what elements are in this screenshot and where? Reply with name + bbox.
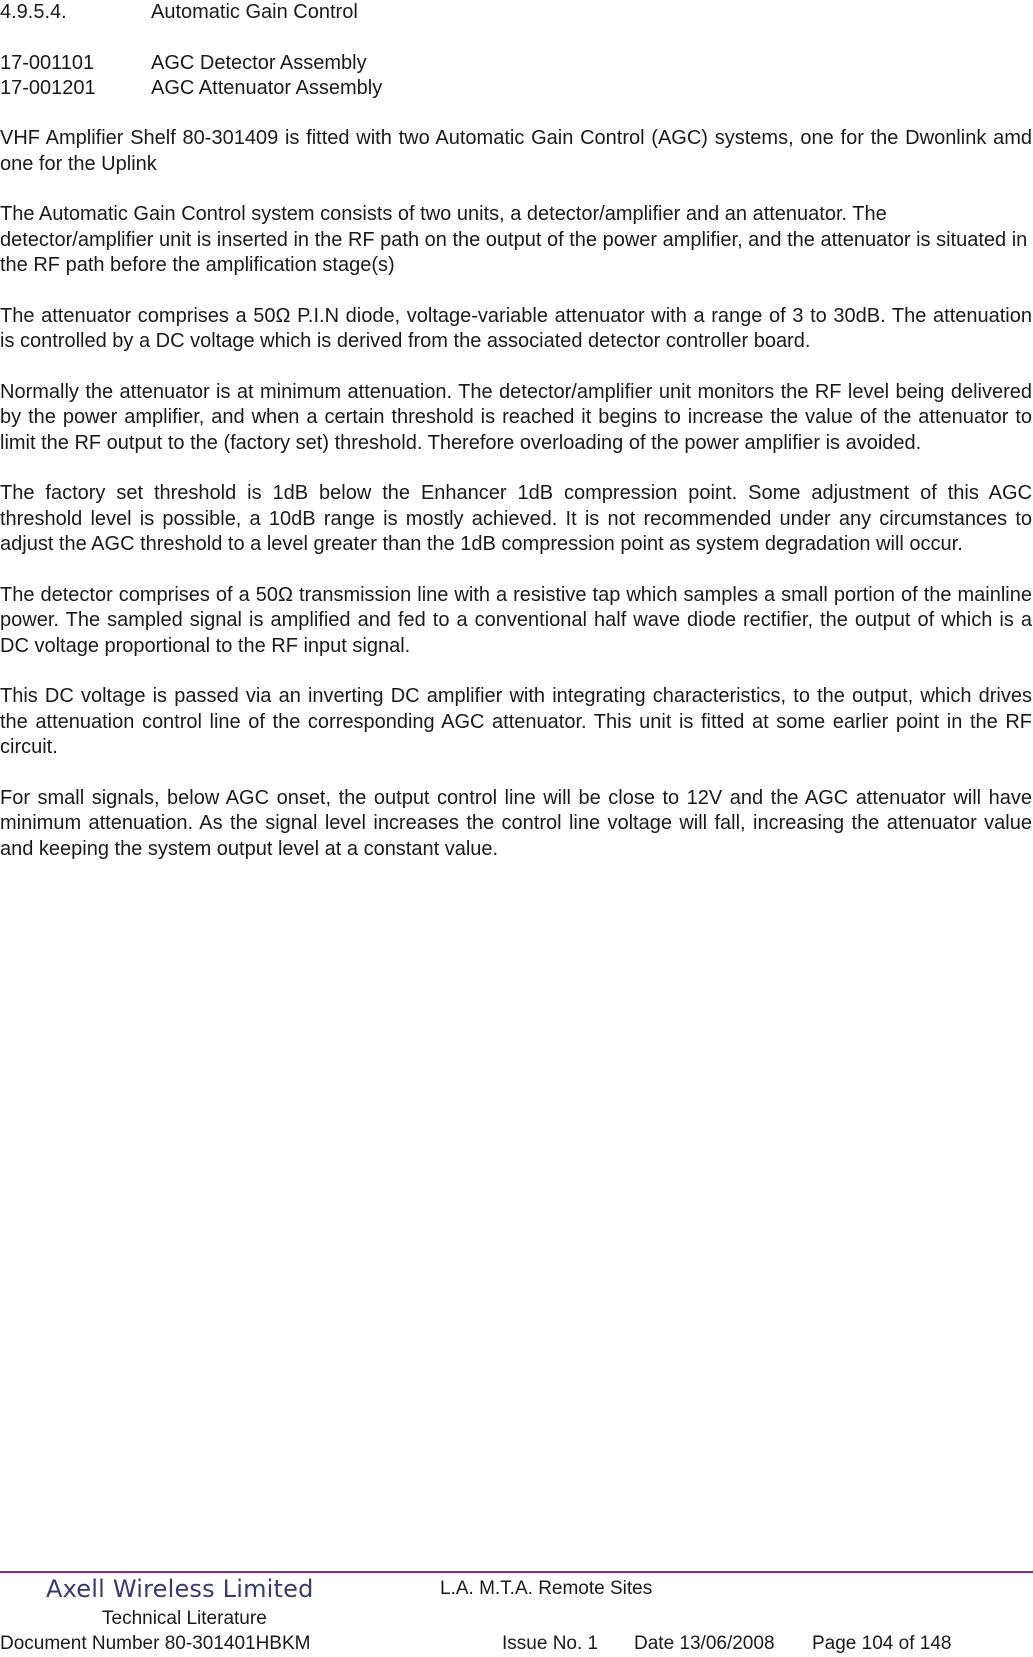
paragraph-dc-voltage: This DC voltage is passed via an inverting DC amplifier with integrating characteristics, to the output, which drives the attenuation control line of the corresponding AGC attenuator. This unit is fitted at some earlier point in the RF circuit. <box>0 685 1032 758</box>
part-name: AGC Detector Assembly <box>151 52 367 74</box>
paragraph-agc-overview: VHF Amplifier Shelf 80-301409 is fitted with two Automatic Gain Control (AGC) systems, one for the Dwonlink amd one for the Uplink <box>0 127 1032 175</box>
footer-divider <box>0 1571 1033 1573</box>
site-name: L.A. M.T.A. Remote Sites <box>440 1578 653 1599</box>
paragraph-attenuator: The attenuator comprises a 50Ω P.I.N diode, voltage-variable attenuator with a range of 3 to 30dB. The attenuation is controlled by a DC voltage which is derived from the associated detector controller board. <box>0 304 1032 352</box>
section-title: Automatic Gain Control <box>151 1 358 23</box>
paragraph-small-signals: For small signals, below AGC onset, the output control line will be close to 12V and the AGC attenuator will have minimum attenuation. As the signal level increases the control line voltage will fall, increasing the attenuator value and keeping the system output level at a constant value. <box>0 786 1032 860</box>
page-footer <box>0 1575 1033 1657</box>
part-list <box>0 51 1032 101</box>
part-code: 17-001201 <box>0 77 96 99</box>
issue-date: Date 13/06/2008 <box>634 1633 775 1654</box>
company-logo-text: Axell Wireless Limited <box>46 1575 314 1603</box>
issue-number: Issue No. 1 <box>502 1633 599 1654</box>
page-number: Page 104 of 148 <box>812 1633 952 1654</box>
paragraph-threshold: The factory set threshold is 1dB below the Enhancer 1dB compression point. Some adjustment of this AGC threshold level is possible, a 10dB range is mostly achieved. It is not recommended under any circumstances to adjust the AGC threshold to a level greater than the 1dB compression point as system degradation will occur. <box>0 482 1032 555</box>
paragraph-detector: The detector comprises of a 50Ω transmission line with a resistive tap which samples a small portion of the mainline power. The sampled signal is amplified and fed to a conventional half wave diode rectifier, the output of which is a DC voltage proportional to the RF input signal. <box>0 583 1032 657</box>
section-number: 4.9.5.4. <box>0 1 67 23</box>
part-name: AGC Attenuator Assembly <box>151 77 383 99</box>
literature-label: Technical Literature <box>102 1608 267 1629</box>
part-code: 17-001101 <box>0 52 95 74</box>
paragraph-normal-operation: Normally the attenuator is at minimum attenuation. The detector/amplifier unit monitors the RF level being delivered by the power amplifier, and when a certain threshold is reached it begins to increase the value of the attenuator to limit the RF output to the (factory set) threshold. Therefore overloading of the power amplifier is avoided. <box>0 380 1032 454</box>
part-row <box>0 76 1032 101</box>
part-row <box>0 51 1032 76</box>
document-number: Document Number 80-301401HBKM <box>0 1633 311 1654</box>
section-heading <box>0 0 1032 26</box>
paragraph-agc-system: The Automatic Gain Control system consists of two units, a detector/amplifier and an attenuator. The detector/amplifier unit is inserted in the RF path on the output of the power amplifier, and the attenuator is situated in the RF path before the amplification stage(s) <box>0 203 1028 276</box>
